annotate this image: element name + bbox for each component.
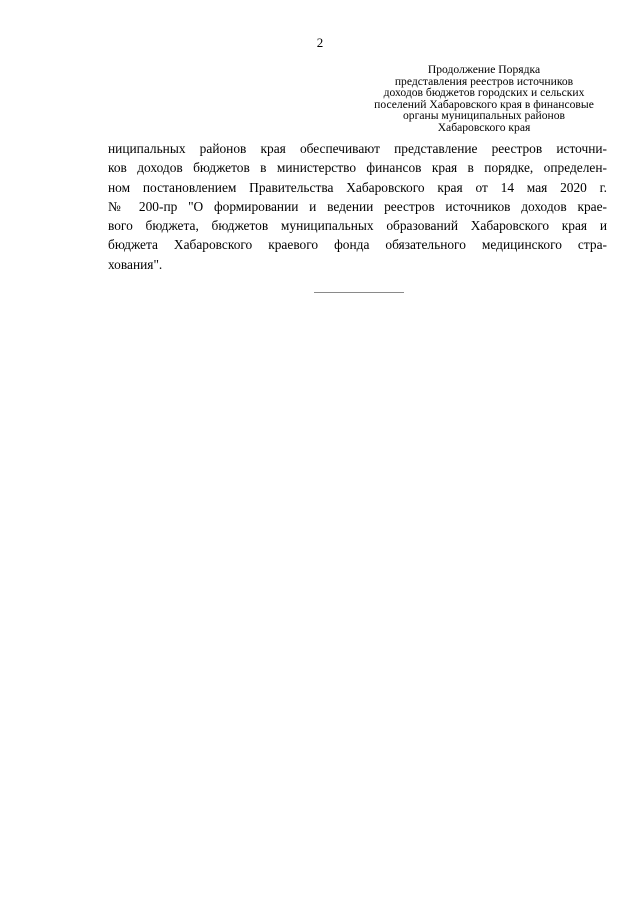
continuation-line: доходов бюджетов городских и сельских bbox=[383, 86, 585, 100]
body-line: ном постановлением Правительства Хабаровского края от 14 мая 2020 г. bbox=[108, 179, 607, 195]
body-paragraph bbox=[108, 139, 607, 274]
end-separator bbox=[314, 292, 404, 293]
body-line: бюджета Хабаровского краевого фонда обязательного медицинского стра- bbox=[108, 237, 607, 253]
page-number: 2 bbox=[316, 35, 324, 50]
body-line: ниципальных районов края обеспечивают представление реестров источни- bbox=[108, 141, 607, 156]
body-line: хования". bbox=[108, 256, 163, 272]
continuation-line: поселений Хабаровского края в финансовые bbox=[374, 97, 594, 111]
continuation-header bbox=[348, 64, 620, 134]
body-line: вого бюджета, бюджетов муниципальных образований Хабаровского края и bbox=[108, 218, 607, 234]
continuation-line: органы муниципальных районов bbox=[403, 109, 565, 123]
continuation-line: Хабаровского края bbox=[437, 120, 531, 134]
body-line: ков доходов бюджетов в министерство финансов края в порядке, определен- bbox=[108, 160, 607, 176]
body-line: № 200-пр "О формировании и ведении реестров источников доходов крае- bbox=[108, 198, 607, 214]
continuation-line: представления реестров источников bbox=[394, 74, 574, 88]
continuation-line: Продолжение Порядка bbox=[427, 63, 541, 76]
